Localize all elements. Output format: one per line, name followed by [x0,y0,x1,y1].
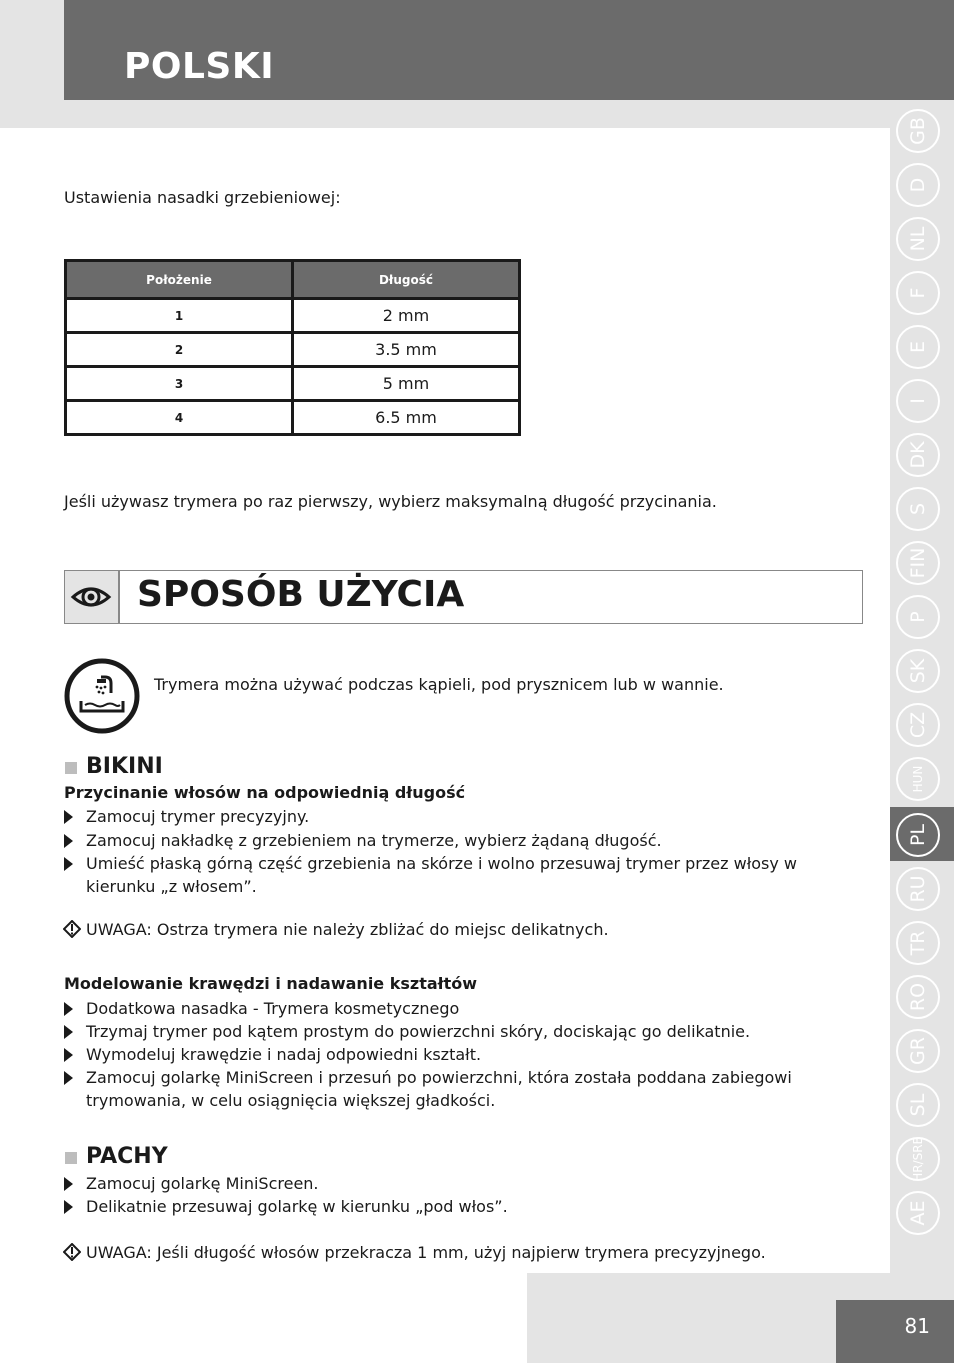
lang-tab-hr-srb[interactable]: HR/SRB [890,1131,954,1185]
first-use-note: Jeśli używasz trymera po raz pierwszy, wybierz maksymalną długość przycinania. [64,492,717,511]
position-cell: 4 [66,401,293,435]
position-cell: 1 [66,299,293,333]
list-item: Zamocuj trymer precyzyjny. [86,807,310,826]
section-header [64,570,863,624]
pachy-heading: PACHY [86,1144,168,1169]
list-item: Wymodeluj krawędzie i nadaj odpowiedni kształt. [86,1045,482,1064]
list-item: Umieść płaską górną część grzebienia na skórze i wolno przesuwaj trymer przez włosy w [86,854,798,873]
list-item-continuation: kierunku „z włosem”. [86,877,257,896]
settings-label: Ustawienia nasadki grzebieniowej: [64,188,341,207]
section-title: SPOSÓB UŻYCIA [137,574,465,615]
lang-tab-sk[interactable]: SK [890,643,954,697]
list-item: Zamocuj golarkę MiniScreen. [86,1174,319,1193]
list-item: Trzymaj trymer pod kątem prostym do powierzchni skóry, dociskając go delikatnie. [86,1022,751,1041]
lang-tab-p[interactable]: P [890,589,954,643]
comb-settings-table [64,259,521,436]
header-position: Położenie [66,261,293,299]
length-cell: 3.5 mm [293,333,520,367]
eye-icon [65,571,120,623]
lang-tab-hun[interactable]: HUN [890,751,954,805]
lang-tab-gb[interactable]: GB [890,103,954,157]
bikini-heading: BIKINI [86,754,163,779]
page-title: POLSKI [124,46,275,87]
lang-tab-dk[interactable]: DK [890,427,954,481]
page-number: 81 [904,1314,930,1338]
warning-text-1: UWAGA: Ostrza trymera nie należy zbliżać do miejsc delikatnych. [86,920,609,939]
list-item: Zamocuj golarkę MiniScreen i przesuń po powierzchni, która została poddana zabiegowi [86,1068,792,1087]
table-row [66,333,520,367]
length-cell: 5 mm [293,367,520,401]
length-cell: 6.5 mm [293,401,520,435]
lang-tab-s[interactable]: S [890,481,954,535]
length-cell: 2 mm [293,299,520,333]
lang-tab-nl[interactable]: NL [890,211,954,265]
list-item: Zamocuj nakładkę z grzebieniem na trymerze, wybierz żądaną długość. [86,831,662,850]
pachy-square-marker [65,1152,77,1164]
bikini-square-marker [65,762,77,774]
position-cell: 3 [66,367,293,401]
lang-tab-d[interactable]: D [890,157,954,211]
lang-tab-tr[interactable]: TR [890,915,954,969]
bikini-sub1-title: Przycinanie włosów na odpowiednią długość [64,783,466,802]
lang-tab-cz[interactable]: CZ [890,697,954,751]
table-row [66,401,520,435]
lang-tab-ro[interactable]: RO [890,969,954,1023]
lang-tab-f[interactable]: F [890,265,954,319]
table-row [66,367,520,401]
header-length: Długość [293,261,520,299]
position-cell: 2 [66,333,293,367]
lang-tab-fin[interactable]: FIN [890,535,954,589]
list-item-continuation: trymowania, w celu osiągnięcia większej gładkości. [86,1091,496,1110]
bath-shower-icon [63,657,141,739]
lang-tab-ae[interactable]: AE [890,1185,954,1239]
table-header-row [66,261,520,299]
bikini-sub2-title: Modelowanie krawędzi i nadawanie kształtów [64,974,477,993]
page-number-box [836,1300,954,1363]
table-row [66,299,520,333]
lang-tab-pl[interactable]: PL [890,807,954,861]
lang-tab-sl[interactable]: SL [890,1077,954,1131]
list-item: Dodatkowa nasadka - Trymera kosmetycznego [86,999,460,1018]
lang-tab-ru[interactable]: RU [890,861,954,915]
lang-tab-i[interactable]: I [890,373,954,427]
lang-tab-e[interactable]: E [890,319,954,373]
warning-icon [63,1243,81,1265]
lang-tab-gr[interactable]: GR [890,1023,954,1077]
list-item: Delikatnie przesuwaj golarkę w kierunku „pod włos”. [86,1197,508,1216]
bath-note: Trymera można używać podczas kąpieli, pod prysznicem lub w wannie. [154,675,724,694]
warning-text-2: UWAGA: Jeśli długość włosów przekracza 1 mm, użyj najpierw trymera precyzyjnego. [86,1243,766,1262]
warning-icon [63,920,81,942]
